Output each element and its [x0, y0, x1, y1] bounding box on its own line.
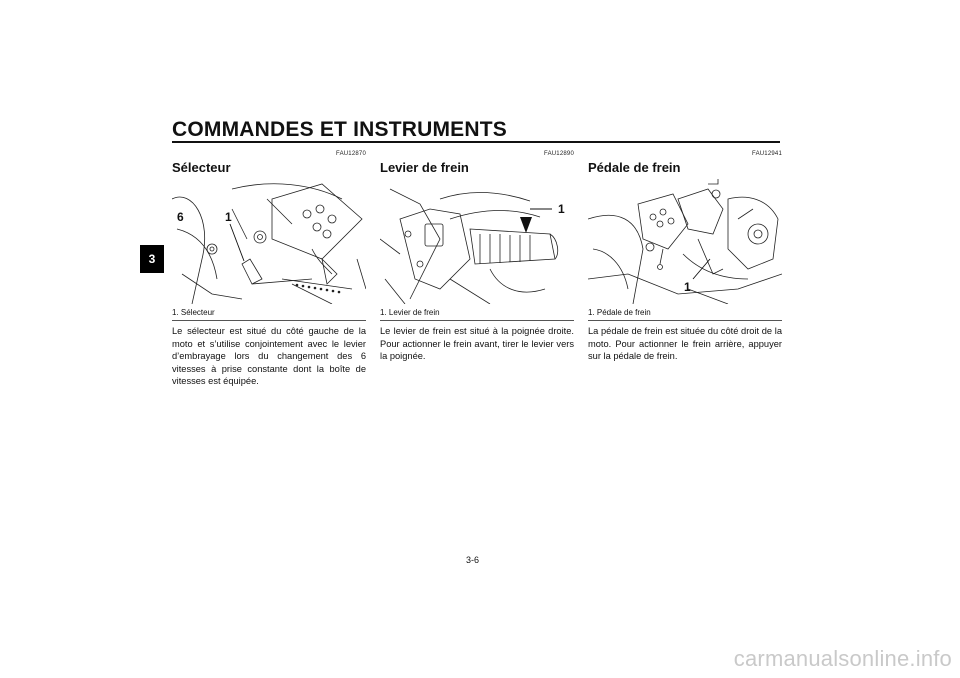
- caption-rule: [588, 320, 782, 321]
- watermark: carmanualsonline.info: [733, 646, 952, 671]
- brake-pedal-illustration: [588, 179, 782, 304]
- section-levier-de-frein: [380, 150, 574, 363]
- figure-brake-pedal: [588, 179, 782, 304]
- figure-marking: 6: [177, 210, 184, 224]
- section-code: FAU12890: [544, 151, 574, 157]
- chapter-tab: 3: [140, 245, 164, 273]
- figure-shift-pedal: [172, 179, 366, 304]
- caption-rule: [172, 320, 366, 321]
- figure-callout: 1: [558, 202, 565, 216]
- section-body: Le sélecteur est situé du côté gauche de la moto et s’utilise conjointement avec le levier d’embrayage lors du changement des 6 vitesses à prise constante dont la boîte de vitesses est équipée.: [172, 326, 366, 387]
- section-pedale-de-frein: [588, 150, 782, 363]
- figure-callout: 1: [225, 210, 232, 224]
- figure-caption: 1. Levier de frein: [380, 308, 440, 317]
- title-rule: [172, 141, 780, 143]
- shift-pedal-illustration: [172, 179, 366, 304]
- page-number: 3-6: [466, 555, 480, 565]
- section-code: FAU12941: [752, 151, 782, 157]
- figure-caption: 1. Pédale de frein: [588, 308, 651, 317]
- section-body: La pédale de frein est située du côté droit de la moto. Pour actionner le frein arrière, appuyer sur la pédale de frein.: [588, 326, 782, 362]
- section-heading: Sélecteur: [172, 160, 231, 175]
- brake-lever-illustration: [380, 179, 574, 304]
- section-heading: Levier de frein: [380, 160, 469, 175]
- section-selecteur: [172, 150, 366, 388]
- section-code: FAU12870: [336, 151, 366, 157]
- section-heading: Pédale de frein: [588, 160, 681, 175]
- figure-brake-lever: [380, 179, 574, 304]
- figure-callout: 1: [684, 280, 691, 294]
- page-title: COMMANDES ET INSTRUMENTS: [172, 118, 507, 141]
- caption-rule: [380, 320, 574, 321]
- figure-caption: 1. Sélecteur: [172, 308, 215, 317]
- section-body: Le levier de frein est situé à la poignée droite. Pour actionner le frein avant, tirer le levier vers la poignée.: [380, 326, 574, 362]
